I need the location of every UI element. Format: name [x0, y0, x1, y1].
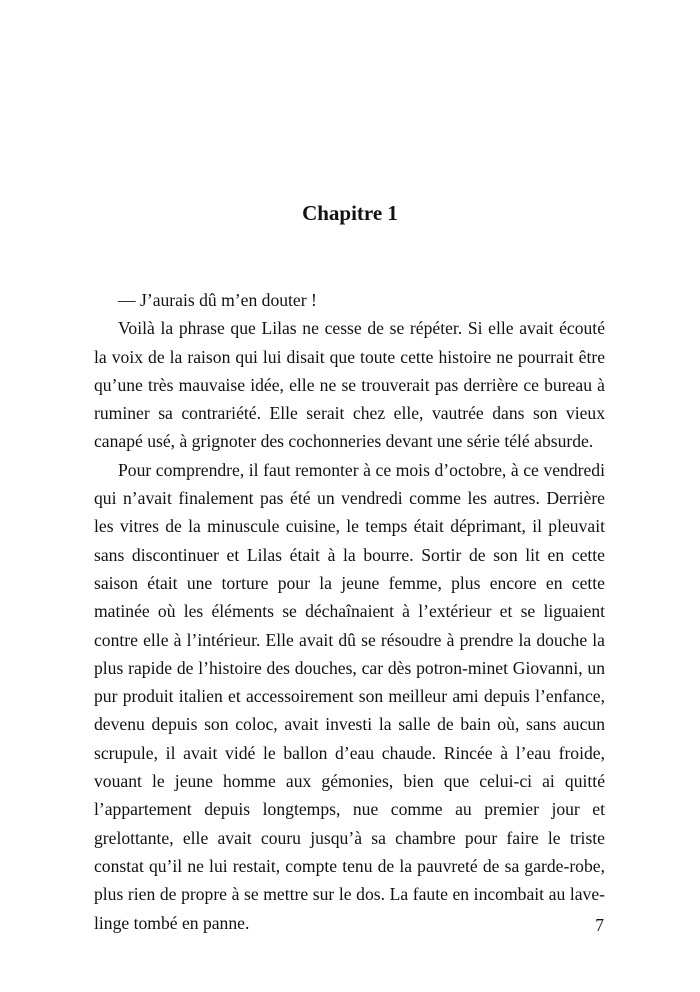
paragraph-intro: Voilà la phrase que Lilas ne cesse de se répéter. Si elle avait écouté la voix de la raison qui lui disait que toute cette histoire ne pourrait être qu’une très mauvaise idée, elle ne se trouverait pas derrière ce bureau à ruminer sa contrariété. Elle serait chez elle, vautrée dans son vieux canapé usé, à grignoter des cochonneries devant une série télé absurde. — [94, 318, 605, 452]
page-number: 7 — [595, 915, 604, 935]
chapter-title: Chapitre 1 — [302, 201, 398, 225]
paragraph-flashback: Pour comprendre, il faut remonter à ce mois d’octobre, à ce vendredi qui n’avait finalement pas été un vendredi comme les autres. Derrière les vitres de la minuscule cuisine, le temps était déprimant, il pleuvait sans discontinuer et Lilas était à la bourre. Sortir de son lit en cette saison était une torture pour la jeune femme, plus encore en cette matinée où les éléments se déchaînaient à l’extérieur et se liguaient contre elle à l’intérieur. Elle avait dû se résoudre à prendre la douche la plus rapide de l’histoire des douches, car dès potron-minet Giovanni, un pur produit italien et accessoirement son meilleur ami depuis l’enfance, devenu depuis son coloc, avait investi la salle de bain où, sans aucun scrupule, il avait vidé le ballon d’eau chaude. Rincée à l’eau froide, vouant le jeune homme aux gémonies, bien que celui-ci ai quitté l’appartement depuis longtemps, nue comme au premier jour et grelottante, elle avait couru jusqu’à sa chambre pour faire le triste constat qu’il ne lui restait, compte tenu de la pauvreté de sa garde-robe, plus rien de propre à se mettre sur le dos. La faute en incombait au lave-linge tombé en panne. — [94, 459, 605, 933]
paragraph-dialogue: — J’aurais dû m’en douter ! — [118, 290, 317, 310]
chapter-body — [94, 286, 605, 937]
